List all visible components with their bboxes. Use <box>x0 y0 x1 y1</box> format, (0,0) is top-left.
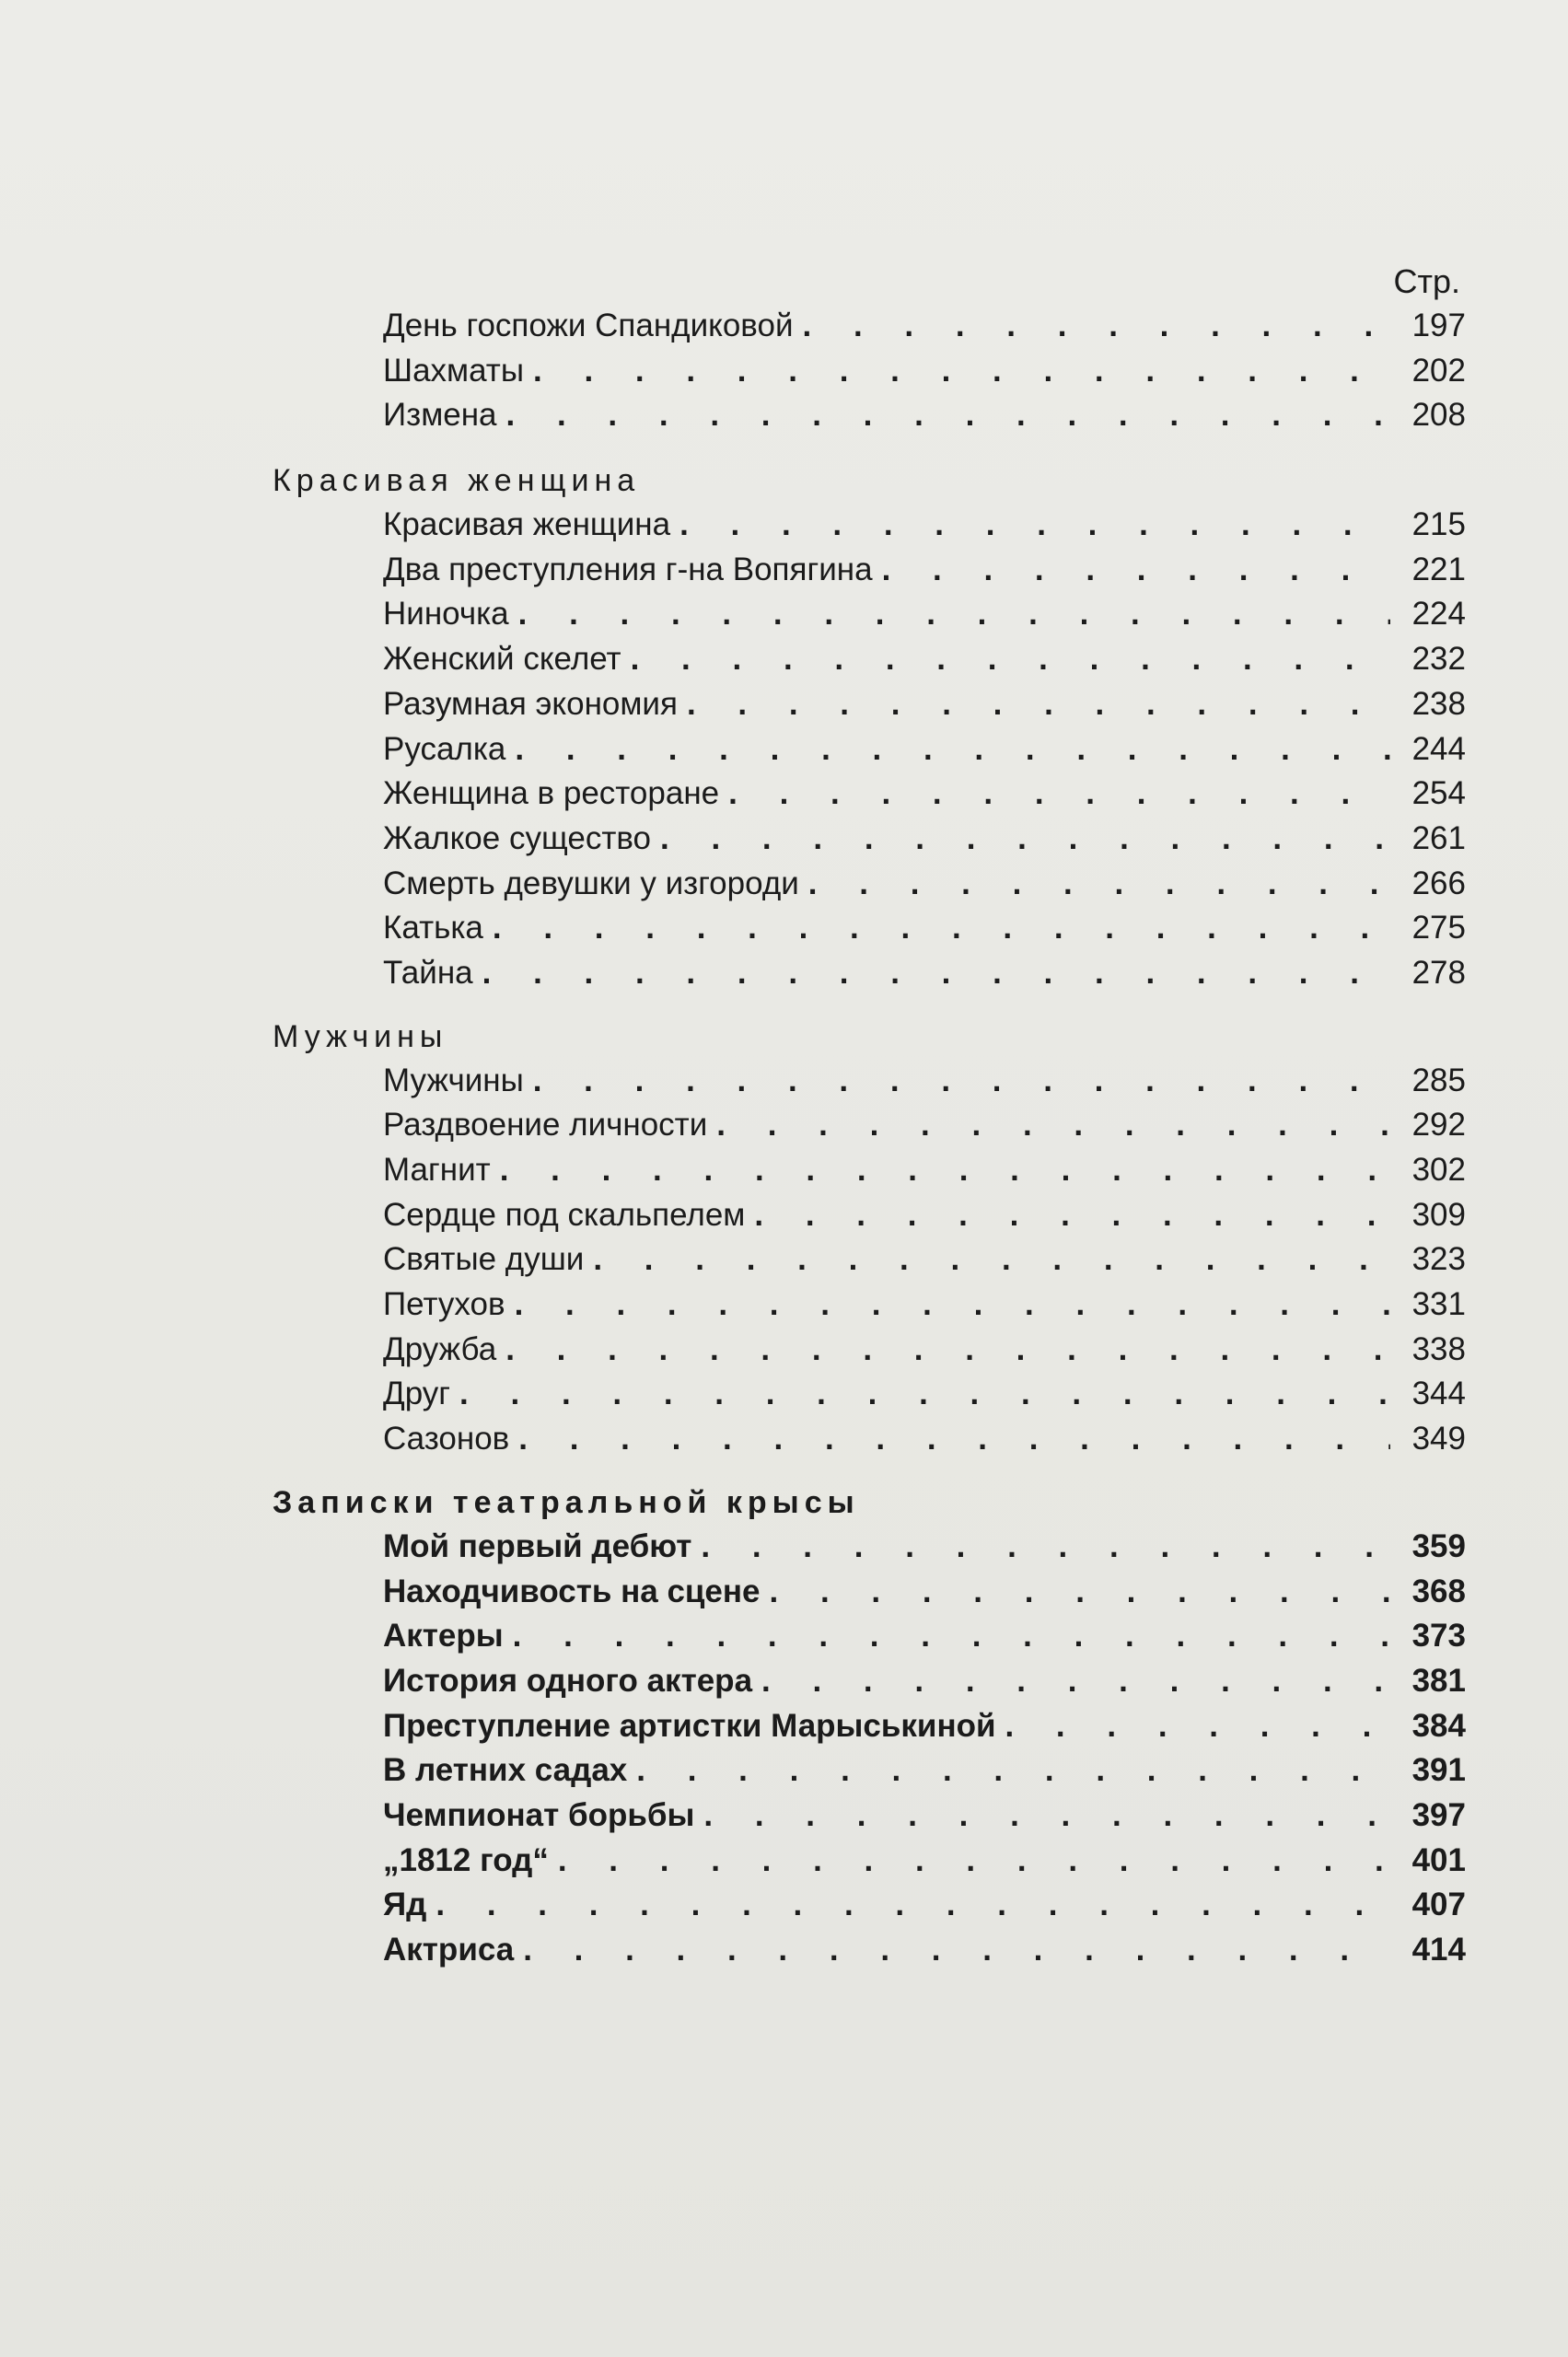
toc-entry <box>273 1283 1466 1328</box>
toc-entry-page: 232 <box>1411 641 1466 678</box>
toc-entry <box>273 592 1466 637</box>
toc-entry-title: Преступление артистки Марыськиной <box>383 1707 996 1744</box>
toc-entry-page: 215 <box>1411 506 1466 543</box>
toc-entry <box>273 1883 1466 1928</box>
toc-entry-page: 397 <box>1411 1796 1466 1833</box>
dot-leader <box>436 1883 1390 1928</box>
section-title: Записки театральной крысы <box>273 1484 860 1520</box>
toc-entry-page: 261 <box>1411 819 1466 856</box>
toc-entry-page: 208 <box>1411 397 1466 434</box>
dot-leader <box>500 1148 1390 1193</box>
toc-entry-title: Разумная экономия <box>383 685 678 722</box>
toc-entry-title: Смерть девушки у изгороди <box>383 865 799 901</box>
toc-entry <box>273 1794 1466 1839</box>
toc-entry <box>273 503 1466 548</box>
toc-entry <box>273 1372 1466 1417</box>
toc-entry-title: Находчивость на сцене <box>383 1573 761 1609</box>
toc-entry-page: 292 <box>1411 1107 1466 1144</box>
dot-leader <box>701 1525 1390 1570</box>
dot-leader <box>754 1193 1390 1238</box>
dot-leader <box>518 592 1390 637</box>
dot-leader <box>636 1748 1390 1794</box>
dot-leader <box>882 548 1390 593</box>
table-of-contents <box>273 260 1466 1991</box>
toc-entry <box>273 1059 1466 1104</box>
toc-entry <box>273 304 1466 349</box>
toc-entry-page: 238 <box>1411 685 1466 722</box>
toc-entry-title: В летних садах <box>383 1752 628 1789</box>
toc-entry-title: История одного актера <box>383 1662 753 1699</box>
toc-entry-page: 344 <box>1411 1376 1466 1412</box>
toc-entry <box>273 1704 1466 1749</box>
toc-entry <box>273 862 1466 907</box>
dot-leader <box>728 772 1390 817</box>
toc-entry-page: 359 <box>1411 1527 1466 1564</box>
toc-entry-page: 414 <box>1411 1932 1466 1968</box>
toc-entry <box>273 637 1466 682</box>
toc-entry <box>273 1614 1466 1659</box>
toc-entry-title: Актриса <box>383 1932 515 1968</box>
dot-leader <box>803 304 1390 349</box>
toc-entry-title: Чемпионат борьбы <box>383 1796 695 1833</box>
toc-entry <box>273 1328 1466 1373</box>
section-title: Мужчины <box>273 1018 448 1054</box>
toc-entry <box>273 349 1466 394</box>
dot-leader <box>593 1237 1390 1283</box>
toc-entry-title: Дружба <box>383 1330 497 1367</box>
toc-entry <box>273 906 1466 951</box>
toc-entry-page: 401 <box>1411 1841 1466 1878</box>
toc-section-continuation <box>273 304 1466 438</box>
toc-entry-page: 373 <box>1411 1618 1466 1655</box>
dot-leader <box>558 1839 1390 1884</box>
toc-entry <box>273 682 1466 727</box>
toc-entry <box>273 1193 1466 1238</box>
dot-leader <box>459 1372 1390 1417</box>
toc-section-theatre-rat-notes <box>273 1480 1466 1973</box>
toc-entry-page: 407 <box>1411 1887 1466 1923</box>
toc-entry-page: 266 <box>1411 865 1466 901</box>
toc-entry-page: 331 <box>1411 1286 1466 1323</box>
dot-leader <box>631 637 1390 682</box>
toc-entry-page: 338 <box>1411 1330 1466 1367</box>
toc-entry-title: Катька <box>383 910 483 946</box>
dot-leader <box>523 1928 1390 1973</box>
toc-entry-title: Святые души <box>383 1241 585 1278</box>
toc-entry-title: Ниночка <box>383 596 509 633</box>
toc-entry-title: Друг <box>383 1376 451 1412</box>
toc-entry-page: 278 <box>1411 954 1466 991</box>
toc-entry-title: Тайна <box>383 954 473 991</box>
dot-leader <box>687 682 1390 727</box>
toc-entry-title: Раздвоение личности <box>383 1107 708 1144</box>
dot-leader <box>493 906 1390 951</box>
toc-entry <box>273 1103 1466 1148</box>
toc-entry-title: „1812 год“ <box>383 1841 549 1878</box>
toc-entry-page: 309 <box>1411 1196 1466 1233</box>
toc-entry <box>273 1570 1466 1615</box>
toc-entry-page: 391 <box>1411 1752 1466 1789</box>
toc-entry <box>273 1928 1466 1973</box>
toc-entry-title: Сазонов <box>383 1421 510 1457</box>
toc-entry-page: 254 <box>1411 775 1466 812</box>
dot-leader <box>515 1283 1390 1328</box>
toc-entry-title: Петухов <box>383 1286 505 1323</box>
toc-entry-title: Красивая женщина <box>383 506 671 543</box>
toc-entry-page: 221 <box>1411 551 1466 587</box>
toc-entry <box>273 951 1466 996</box>
toc-entry-page: 381 <box>1411 1662 1466 1699</box>
toc-entry-title: Актеры <box>383 1618 504 1655</box>
dot-leader <box>761 1659 1390 1704</box>
toc-entry-title: Магнит <box>383 1152 491 1188</box>
dot-leader <box>533 349 1390 394</box>
toc-entry-page: 285 <box>1411 1062 1466 1098</box>
toc-entry <box>273 1839 1466 1884</box>
toc-entry-page: 197 <box>1411 308 1466 343</box>
toc-entry-title: Измена <box>383 397 497 434</box>
toc-entry-title: Мужчины <box>383 1062 524 1098</box>
toc-entry-page: 202 <box>1411 352 1466 389</box>
toc-entry-page: 244 <box>1411 730 1466 767</box>
page-column-label: Стр. <box>1393 262 1460 300</box>
toc-entry <box>273 1659 1466 1704</box>
toc-entry-page: 275 <box>1411 910 1466 946</box>
toc-entry <box>273 1748 1466 1794</box>
toc-entry-title: Сердце под скальпелем <box>383 1196 746 1233</box>
toc-entry-title: Шахматы <box>383 352 524 389</box>
toc-entry <box>273 393 1466 438</box>
toc-entry-title: Мой первый дебют <box>383 1527 692 1564</box>
toc-entry-title: Два преступления г-на Вопягина <box>383 551 873 587</box>
toc-entry-title: Русалка <box>383 730 506 767</box>
dot-leader <box>1005 1704 1390 1749</box>
toc-entry-page: 368 <box>1411 1573 1466 1609</box>
toc-entry <box>273 1525 1466 1570</box>
toc-entry <box>273 1148 1466 1193</box>
toc-entry <box>273 1417 1466 1462</box>
dot-leader <box>770 1570 1390 1615</box>
toc-entry-title: Жалкое существо <box>383 819 652 856</box>
dot-leader <box>518 1417 1390 1462</box>
toc-entry <box>273 548 1466 593</box>
dot-leader <box>716 1103 1390 1148</box>
toc-entry-title: День госпожи Спандиковой <box>383 308 794 343</box>
toc-entry-page: 302 <box>1411 1152 1466 1188</box>
dot-leader <box>808 862 1390 907</box>
dot-leader <box>515 727 1390 772</box>
toc-entry-title: Яд <box>383 1887 427 1923</box>
dot-leader <box>505 1328 1390 1373</box>
dot-leader <box>482 951 1390 996</box>
toc-entry-page: 349 <box>1411 1421 1466 1457</box>
toc-section-beautiful-woman <box>273 459 1466 996</box>
toc-entry <box>273 772 1466 817</box>
toc-entry-title: Женщина в ресторане <box>383 775 720 812</box>
toc-entry <box>273 817 1466 862</box>
dot-leader <box>513 1614 1390 1659</box>
dot-leader <box>703 1794 1390 1839</box>
dot-leader <box>506 393 1390 438</box>
section-title: Красивая женщина <box>273 463 641 499</box>
toc-entry <box>273 727 1466 772</box>
toc-entry-page: 224 <box>1411 596 1466 633</box>
dot-leader <box>533 1059 1390 1104</box>
toc-entry <box>273 1237 1466 1283</box>
dot-leader <box>660 817 1390 862</box>
dot-leader <box>679 503 1390 548</box>
toc-entry-page: 384 <box>1411 1707 1466 1744</box>
toc-section-men <box>273 1015 1466 1462</box>
toc-entry-title: Женский скелет <box>383 641 621 678</box>
toc-entry-page: 323 <box>1411 1241 1466 1278</box>
